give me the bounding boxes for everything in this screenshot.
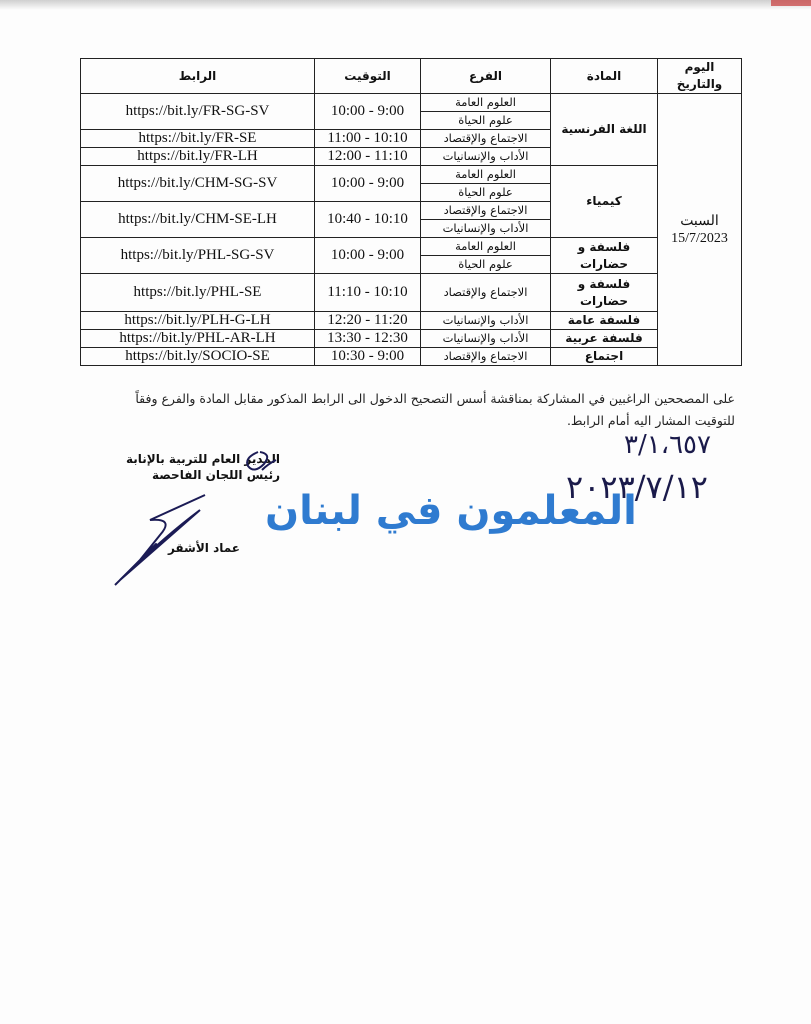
link-cell: https://bit.ly/PHL-SE xyxy=(81,274,315,312)
link-cell: https://bit.ly/CHM-SE-LH xyxy=(81,202,315,238)
branch-cell: الاجتماع والإقتصاد xyxy=(421,348,551,366)
branch-cell: علوم الحياة xyxy=(421,112,551,130)
time-cell: 12:30 - 13:30 xyxy=(315,330,421,348)
link-cell: https://bit.ly/FR-SG-SV xyxy=(81,94,315,130)
instruction-note: على المصححين الراغبين في المشاركة بمناقشة أسس التصحيح الدخول الى الرابط المذكور مقابل المادة والفرع وفقاً للتوقيت المشار اليه أمام الرابط. xyxy=(135,391,735,428)
branch-cell: الاجتماع والإقتصاد xyxy=(421,202,551,220)
link-cell: https://bit.ly/FR-SE xyxy=(81,130,315,148)
link-cell: https://bit.ly/PLH-G-LH xyxy=(81,312,315,330)
time-cell: 9:00 - 10:00 xyxy=(315,166,421,202)
branch-cell: العلوم العامة xyxy=(421,238,551,256)
header-time: التوقيت xyxy=(315,59,421,94)
branch-cell: الأداب والإنسانيات xyxy=(421,330,551,348)
subject-cell: فلسفة عربية xyxy=(551,330,658,348)
link-cell: https://bit.ly/CHM-SG-SV xyxy=(81,166,315,202)
header-branch: الفرع xyxy=(421,59,551,94)
branch-cell: علوم الحياة xyxy=(421,256,551,274)
time-cell: 10:10 - 11:10 xyxy=(315,274,421,312)
subject-cell: فلسفة و حضارات xyxy=(551,274,658,312)
time-cell: 9:00 - 10:00 xyxy=(315,94,421,130)
subject-cell: فلسفة و حضارات xyxy=(551,238,658,274)
branch-cell: الأداب والإنسانيات xyxy=(421,312,551,330)
link-cell: https://bit.ly/PHL-SG-SV xyxy=(81,238,315,274)
time-cell: 11:10 - 12:00 xyxy=(315,148,421,166)
signature-line-2: رئيس اللجان الفاحصة xyxy=(151,468,280,482)
branch-cell: العلوم العامة xyxy=(421,94,551,112)
time-cell: 9:00 - 10:00 xyxy=(315,238,421,274)
subject-cell: فلسفة عامة xyxy=(551,312,658,330)
signature-name: عماد الأشقر xyxy=(167,541,240,555)
watermark-text: المعلمون في لبنان xyxy=(265,488,637,534)
link-cell: https://bit.ly/FR-LH xyxy=(81,148,315,166)
time-cell: 10:10 - 11:00 xyxy=(315,130,421,148)
header-day: اليوم والتاريخ xyxy=(658,59,742,94)
branch-cell: العلوم العامة xyxy=(421,166,551,184)
branch-cell: الاجتماع والإقتصاد xyxy=(421,274,551,312)
branch-cell: علوم الحياة xyxy=(421,184,551,202)
header-subject: المادة xyxy=(551,59,658,94)
time-cell: 10:10 - 10:40 xyxy=(315,202,421,238)
time-cell: 9:00 - 10:30 xyxy=(315,348,421,366)
subject-cell: اللغة الفرنسية xyxy=(551,94,658,166)
link-cell: https://bit.ly/SOCIO-SE xyxy=(81,348,315,366)
signature-line-1: المدير العام للتربية بالإنابة xyxy=(126,452,280,466)
link-cell: https://bit.ly/PHL-AR-LH xyxy=(81,330,315,348)
day-date: 15/7/2023 xyxy=(671,230,728,246)
day-name: السبت xyxy=(680,213,719,229)
branch-cell: الأداب والإنسانيات xyxy=(421,220,551,238)
branch-cell: الأداب والإنسانيات xyxy=(421,148,551,166)
branch-cell: الاجتماع والإقتصاد xyxy=(421,130,551,148)
handwritten-reference: ٣/١،٦٥٧ xyxy=(624,430,711,460)
subject-cell: اجتماع xyxy=(551,348,658,366)
time-cell: 11:20 - 12:20 xyxy=(315,312,421,330)
subject-cell: كيمياء xyxy=(551,166,658,238)
handwritten-date: ٢٠٢٣/٧/١٢ xyxy=(566,468,708,506)
header-link: الرابط xyxy=(81,59,315,94)
